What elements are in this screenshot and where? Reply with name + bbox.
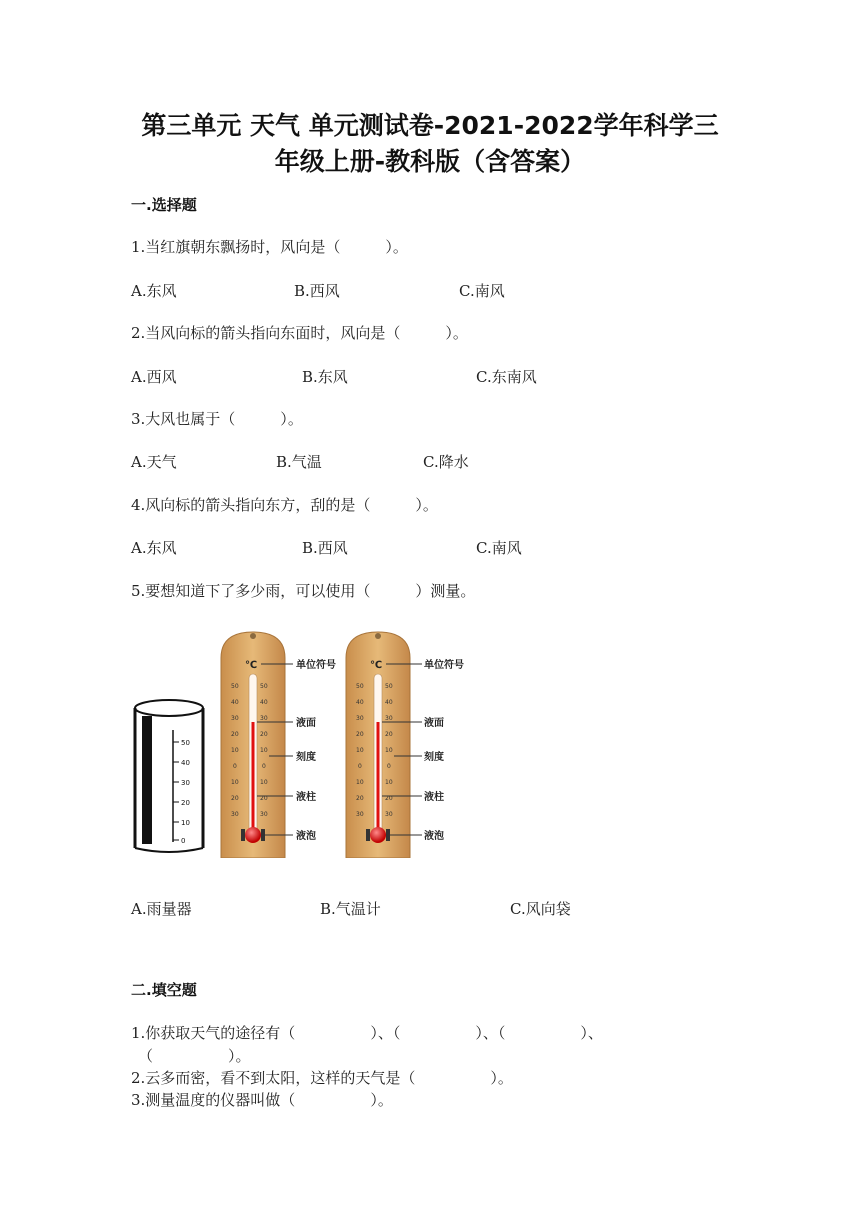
rain-gauge-drawing — [135, 700, 203, 852]
thermo-tick: 30 — [231, 715, 239, 722]
gauge-scale — [173, 739, 190, 845]
label-scale: 刻度 — [296, 752, 316, 763]
fill-question-line: （ ）。 — [138, 1047, 251, 1065]
thermo-tick: 30 — [260, 811, 268, 818]
option-a: A.西风 — [131, 368, 177, 386]
thermo-tick: 50 — [260, 683, 268, 690]
question-stem: 4.风向标的箭头指向东方，刮的是（ ）。 — [131, 496, 438, 514]
thermo-tick: 0 — [358, 763, 362, 770]
thermo-tick: 10 — [356, 779, 364, 786]
gauge-tick: 20 — [181, 799, 190, 807]
thermo-tick: 50 — [356, 683, 364, 690]
instruments-figure — [125, 630, 485, 858]
option-c: C.降水 — [423, 453, 469, 471]
thermo-tick: 10 — [231, 747, 239, 754]
thermo-tick: 40 — [356, 699, 364, 706]
question-stem: 5.要想知道下了多少雨，可以使用（ ）测量。 — [131, 582, 476, 600]
thermo-tick: 10 — [356, 747, 364, 754]
option-a: A.天气 — [131, 453, 177, 471]
thermo-tick: 10 — [385, 747, 393, 754]
label-liquid-surface: 液面 — [424, 718, 444, 729]
thermo-tick: 20 — [356, 795, 364, 802]
fill-question-line: 3.测量温度的仪器叫做（ ）。 — [131, 1091, 393, 1109]
label-scale: 刻度 — [424, 752, 444, 763]
thermo-tick: 10 — [260, 747, 268, 754]
thermo-tick: 30 — [356, 715, 364, 722]
fill-question-line: 1.你获取天气的途径有（ ）、（ ）、（ ）、 — [131, 1024, 603, 1042]
thermo-tick: 40 — [385, 699, 393, 706]
gauge-tick: 50 — [181, 739, 190, 747]
label-liquid-column: 液柱 — [424, 792, 444, 803]
thermo-tick: 50 — [231, 683, 239, 690]
thermo-tick: 0 — [262, 763, 266, 770]
fill-question-line: 2.云多而密，看不到太阳，这样的天气是（ ）。 — [131, 1069, 513, 1087]
thermo-tick: 20 — [231, 731, 239, 738]
thermo-tick: 0 — [387, 763, 391, 770]
thermometer-drawing — [346, 632, 464, 858]
doc-title-line2: 年级上册-教科版（含答案） — [274, 147, 586, 176]
question-stem: 3.大风也属于（ ）。 — [131, 410, 303, 428]
question-stem: 1.当红旗朝东飘扬时，风向是（ ）。 — [131, 238, 408, 256]
section-heading-fill: 二.填空题 — [131, 981, 197, 999]
thermo-tick: 30 — [231, 811, 239, 818]
label-liquid-surface: 液面 — [296, 718, 316, 729]
question-stem: 2.当风向标的箭头指向东面时，风向是（ ）。 — [131, 324, 468, 342]
thermo-tick: 10 — [385, 779, 393, 786]
label-unit-symbol: 单位符号 — [424, 660, 464, 671]
option-a: A.雨量器 — [131, 900, 192, 918]
thermo-tick: 20 — [356, 731, 364, 738]
option-b: B.东风 — [302, 368, 348, 386]
doc-title-line1: 第三单元 天气 单元测试卷-2021-2022学年科学三 — [141, 111, 719, 140]
option-c: C.东南风 — [476, 368, 537, 386]
thermo-tick: 30 — [356, 811, 364, 818]
thermo-tick: 20 — [385, 795, 393, 802]
option-b: B.西风 — [294, 282, 340, 300]
thermo-tick: 10 — [260, 779, 268, 786]
thermo-tick: 30 — [385, 715, 393, 722]
option-a: A.东风 — [131, 539, 177, 557]
label-liquid-column: 液柱 — [296, 792, 316, 803]
thermo-tick: 40 — [231, 699, 239, 706]
thermo-tick: 20 — [260, 795, 268, 802]
label-unit-symbol: 单位符号 — [296, 660, 336, 671]
option-a: A.东风 — [131, 282, 177, 300]
label-bulb: 液泡 — [424, 831, 444, 842]
thermo-tick: 10 — [231, 779, 239, 786]
option-c: C.南风 — [459, 282, 505, 300]
option-b: B.西风 — [302, 539, 348, 557]
thermo-tick: 30 — [260, 715, 268, 722]
gauge-tick: 30 — [181, 779, 190, 787]
gauge-tick: 10 — [181, 819, 190, 827]
label-bulb: 液泡 — [296, 831, 316, 842]
thermo-tick: 20 — [260, 731, 268, 738]
thermometer-drawing — [221, 632, 336, 858]
unit-symbol: ℃ — [370, 660, 383, 671]
thermo-tick: 50 — [385, 683, 393, 690]
gauge-tick: 0 — [181, 837, 186, 845]
thermo-tick: 20 — [385, 731, 393, 738]
option-b: B.气温计 — [320, 900, 381, 918]
section-heading-choice: 一.选择题 — [131, 196, 197, 214]
thermo-tick: 20 — [231, 795, 239, 802]
thermo-tick: 30 — [385, 811, 393, 818]
option-c: C.风向袋 — [510, 900, 571, 918]
unit-symbol: ℃ — [245, 660, 258, 671]
gauge-tick: 40 — [181, 759, 190, 767]
option-b: B.气温 — [276, 453, 322, 471]
option-c: C.南风 — [476, 539, 522, 557]
thermo-tick: 40 — [260, 699, 268, 706]
thermo-tick: 0 — [233, 763, 237, 770]
